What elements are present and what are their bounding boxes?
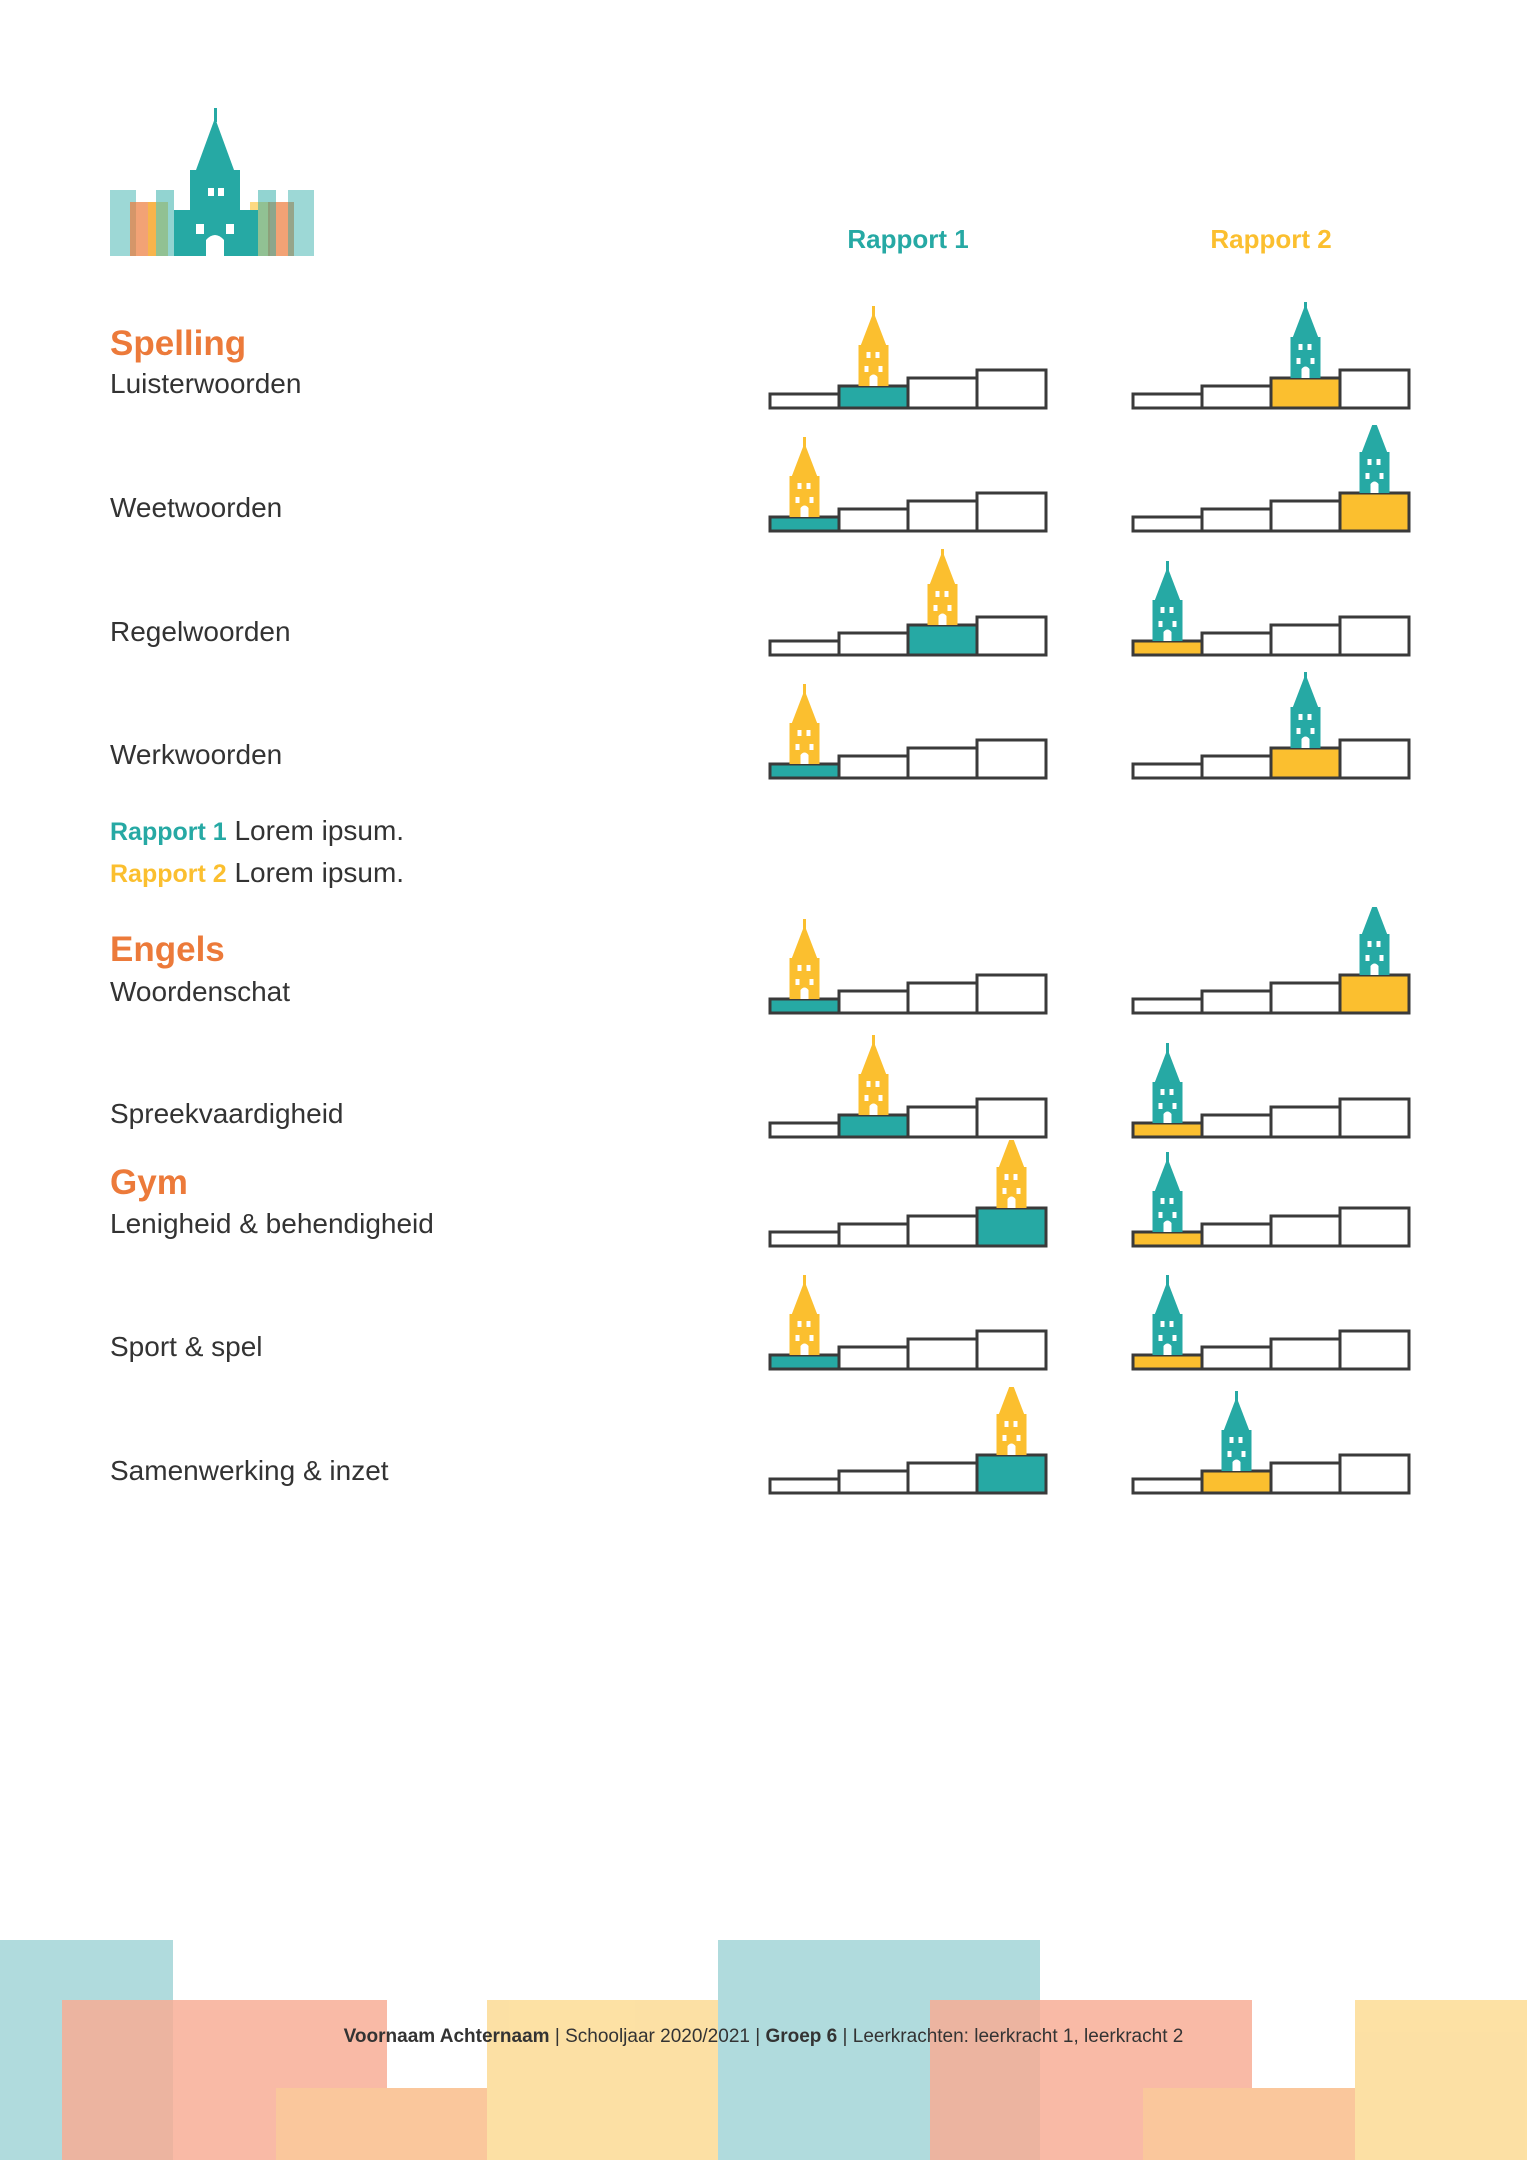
stair-step [908,983,977,1013]
note-label-rapport-2: Rapport 2 [110,860,227,888]
tower-window [1159,1103,1163,1109]
stair-step [1202,1115,1271,1137]
section-title-engels: Engels [110,930,225,969]
note-label-rapport-1: Rapport 1 [110,818,227,846]
item-label-werkwoorden: Werkwoorden [110,739,283,770]
stair-step [1202,633,1271,655]
stair-step-filled [1133,1123,1202,1137]
tower-window [810,1335,814,1341]
note-text-rapport-1: Lorem ipsum. [234,815,405,846]
item-label-regelwoorden: Regelwoorden [110,616,291,647]
stair-step [977,1099,1046,1137]
stair-step [977,617,1046,655]
stair-step [1340,1208,1409,1246]
tower-window [1161,607,1165,613]
stair-step-filled [977,1208,1046,1246]
stair-step-filled [1133,1232,1202,1246]
tower-window [1005,1421,1009,1427]
stair-step-filled [770,1355,839,1369]
school-logo [108,106,324,256]
tower-window [1297,728,1301,734]
tower-window [807,1321,811,1327]
tower-icon [1153,1152,1183,1232]
stair-chart [766,425,1056,535]
tower-window [1017,1435,1021,1441]
tower-window [1366,955,1370,961]
tower-window [1368,941,1372,947]
tower-window [1311,728,1315,734]
tower-window [934,605,938,611]
tower-window [810,497,814,503]
tower-door [870,375,878,387]
stair-step-filled [1202,1471,1271,1493]
tower-door [1371,964,1379,976]
tower-door [801,1344,809,1356]
stair-step [1133,999,1202,1013]
tower-icon [790,437,820,517]
tower-window [1003,1188,1007,1194]
stair-step [908,1216,977,1246]
stair-step [770,1479,839,1493]
tower-window [1308,344,1312,350]
tower-window [796,497,800,503]
tower-window [798,965,802,971]
tower-door [801,506,809,518]
stair-chart [1129,1031,1419,1141]
stair-step [1271,625,1340,655]
column-header-rapport-2: Rapport 2 [1210,224,1332,254]
item-label-weetwoorden: Weetwoorden [110,492,283,523]
stair-chart [766,549,1056,659]
stair-chart [1129,425,1419,535]
stair-step [908,748,977,778]
tower-window [876,352,880,358]
tower-window [1017,1188,1021,1194]
stair-step [977,493,1046,531]
stair-step [1133,764,1202,778]
item-label-woordenschat: Woordenschat [110,976,291,1007]
tower-door [870,1104,878,1116]
stair-step [770,394,839,408]
stair-step-filled [1271,378,1340,408]
tower-window [798,1321,802,1327]
stair-step [1133,517,1202,531]
stair-step [839,1224,908,1246]
footer-teachers: Leerkrachten: leerkracht 1, leerkracht 2 [852,2026,1184,2047]
stair-step-filled [839,1115,908,1137]
tower-window [1368,459,1372,465]
tower-window [1170,1198,1174,1204]
tower-window [1299,344,1303,350]
tower-icon [859,306,889,386]
stair-step [1340,370,1409,408]
tower-window [1228,1451,1232,1457]
tower-window [798,483,802,489]
stair-chart [766,672,1056,782]
stair-step [1202,991,1271,1013]
tower-window [1170,607,1174,613]
tower-window [1380,473,1384,479]
stair-step [770,641,839,655]
stair-chart [1129,1387,1419,1497]
stair-step [1340,1331,1409,1369]
stair-chart [1129,302,1419,412]
tower-window [1173,1212,1177,1218]
tower-window [1311,358,1315,364]
tower-window [807,483,811,489]
tower-icon [1153,1043,1183,1123]
tower-icon [1153,1275,1183,1355]
stair-step [908,1339,977,1369]
tower-icon [859,1035,889,1115]
tower-window [810,979,814,985]
stair-step [977,975,1046,1013]
tower-icon [1153,561,1183,641]
tower-door [1371,482,1379,494]
item-label-lenigheid-behendigheid: Lenigheid & behendigheid [110,1208,434,1239]
stair-chart [766,1140,1056,1250]
tower-icon [790,1275,820,1355]
stair-chart [1129,549,1419,659]
stair-step [1202,509,1271,531]
tower-window [1230,1437,1234,1443]
tower-window [1159,621,1163,627]
stair-step [977,1331,1046,1369]
tower-window [1239,1437,1243,1443]
stair-step [770,1123,839,1137]
stair-step [1202,386,1271,408]
stair-step-filled [1133,1355,1202,1369]
tower-window [867,1081,871,1087]
tower-window [1242,1451,1246,1457]
stair-step-filled [770,517,839,531]
tower-window [1377,459,1381,465]
tower-window [807,730,811,736]
tower-door [1008,1444,1016,1456]
stair-step [1271,983,1340,1013]
tower-window [876,1081,880,1087]
stair-step-filled [839,386,908,408]
tower-window [1159,1212,1163,1218]
note-text-rapport-2: Lorem ipsum. [234,857,405,888]
tower-window [1173,1335,1177,1341]
tower-door [801,753,809,765]
stair-step-filled [977,1455,1046,1493]
stair-step [1271,1463,1340,1493]
tower-window [867,352,871,358]
stair-step [908,378,977,408]
tower-window [796,1335,800,1341]
stair-step [1271,1339,1340,1369]
stair-step [839,991,908,1013]
tower-window [1161,1089,1165,1095]
tower-window [936,591,940,597]
tower-window [1299,714,1303,720]
stair-step-filled [770,999,839,1013]
item-label-sport-spel: Sport & spel [110,1331,263,1362]
tower-window [1159,1335,1163,1341]
stair-step-filled [908,625,977,655]
tower-window [1380,955,1384,961]
tower-window [1161,1321,1165,1327]
column-header-rapport-1: Rapport 1 [847,224,969,254]
stair-step [1271,1216,1340,1246]
tower-window [865,1095,869,1101]
footer-group: Groep 6 [765,2026,838,2047]
stair-chart [1129,907,1419,1017]
tower-window [879,1095,883,1101]
tower-window [1003,1435,1007,1441]
stair-step [839,633,908,655]
stair-step-filled [1340,493,1409,531]
tower-window [1014,1174,1018,1180]
tower-window [1297,358,1301,364]
stair-step [977,740,1046,778]
note-rapport-2 [110,857,404,889]
tower-door [1164,1112,1172,1124]
stair-step-filled [1271,748,1340,778]
item-label-samenwerking-inzet: Samenwerking & inzet [110,1455,389,1486]
stair-chart [766,907,1056,1017]
tower-door [801,988,809,1000]
stair-step [1340,740,1409,778]
section-title-spelling: Spelling [110,324,247,363]
stair-step [839,756,908,778]
section-title-gym: Gym [110,1163,188,1202]
stair-step [908,1463,977,1493]
tower-window [879,366,883,372]
stair-step [977,370,1046,408]
tower-icon [790,919,820,999]
stair-step [770,1232,839,1246]
stair-step [1202,1224,1271,1246]
footer-separator: | [549,2026,566,2047]
tower-icon [790,684,820,764]
tower-window [1161,1198,1165,1204]
tower-window [1308,714,1312,720]
stair-step [908,1107,977,1137]
stair-chart [1129,1263,1419,1373]
stair-step-filled [1340,975,1409,1013]
tower-window [945,591,949,597]
stair-step [1202,1347,1271,1369]
footer-separator: | [837,2026,853,2047]
stair-step [1133,1479,1202,1493]
tower-door [1164,630,1172,642]
stair-step [1340,1099,1409,1137]
tower-door [1233,1460,1241,1472]
stair-chart [766,1263,1056,1373]
stair-step-filled [1133,641,1202,655]
stair-chart [1129,672,1419,782]
stair-chart [1129,1140,1419,1250]
stair-step [1340,1455,1409,1493]
stair-step [839,1471,908,1493]
tower-window [798,730,802,736]
tower-window [1170,1321,1174,1327]
stair-step [839,509,908,531]
tower-icon [1222,1391,1252,1471]
stair-step-filled [770,764,839,778]
stair-chart [766,1031,1056,1141]
tower-window [948,605,952,611]
note-rapport-1 [110,815,404,847]
tower-window [1005,1174,1009,1180]
tower-window [807,965,811,971]
footer-student-name: Voornaam Achternaam [343,2026,550,2047]
tower-door [939,614,947,626]
tower-window [796,744,800,750]
stair-step [908,501,977,531]
tower-window [1173,621,1177,627]
tower-window [1170,1089,1174,1095]
stair-step [1271,1107,1340,1137]
stair-step [1133,394,1202,408]
tower-window [1366,473,1370,479]
tower-window [1014,1421,1018,1427]
footer-decoration [0,1940,1527,2160]
tower-door [1164,1344,1172,1356]
tower-door [1302,367,1310,379]
tower-window [796,979,800,985]
footer-info [0,2026,1527,2048]
item-label-spreekvaardigheid: Spreekvaardigheid [110,1098,344,1129]
tower-window [865,366,869,372]
stair-chart [766,302,1056,412]
tower-window [810,744,814,750]
footer-schoolyear: Schooljaar 2020/2021 [565,2026,750,2047]
tower-door [1164,1221,1172,1233]
stair-step [1340,617,1409,655]
item-label-luisterwoorden: Luisterwoorden [110,368,302,399]
stair-chart [766,1387,1056,1497]
stair-step [839,1347,908,1369]
stair-step [1271,501,1340,531]
tower-door [1008,1197,1016,1209]
tower-window [1377,941,1381,947]
stair-step [1202,756,1271,778]
tower-window [1173,1103,1177,1109]
tower-door [1302,737,1310,749]
footer-separator: | [749,2026,766,2047]
